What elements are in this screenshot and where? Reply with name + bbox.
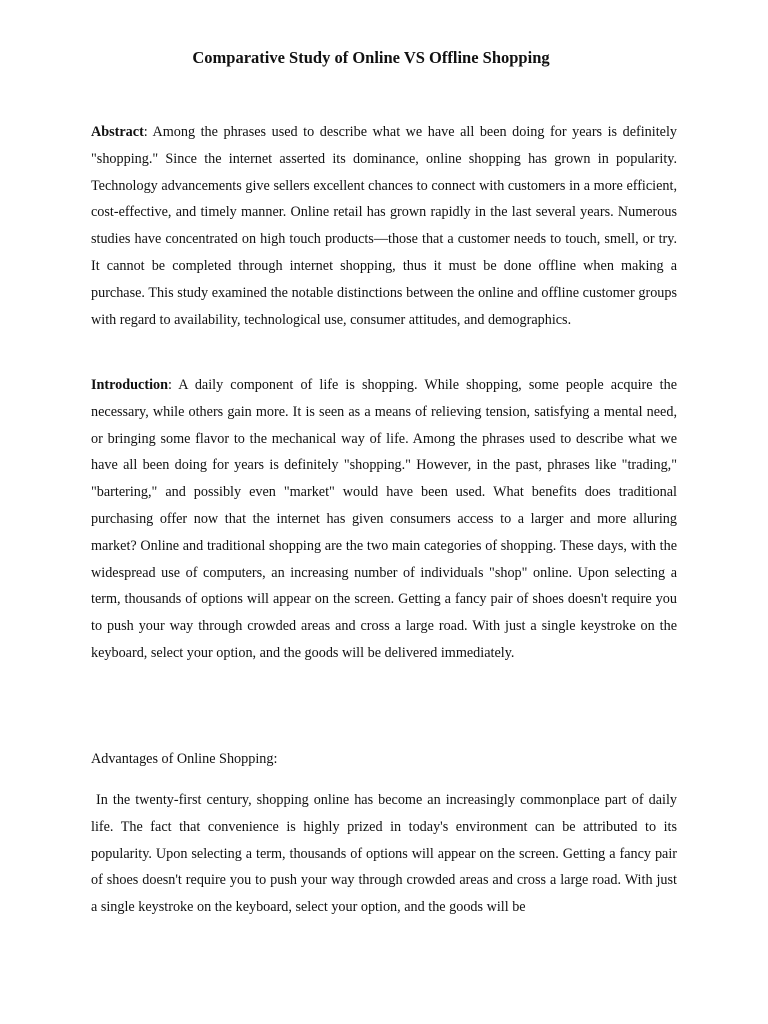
advantages-paragraph [91,787,677,921]
introduction-label: Introduction [91,377,168,393]
advantages-heading: Advantages of Online Shopping: [91,751,278,767]
advantages-text: In the twenty-first century, shopping online has become an increasingly commonplace part of daily life. The fact that convenience is highly prized in today's environment can be attributed to its popularity. Upon selecting a term, thousands of options will appear on the screen. Getting a fancy pair of shoes doesn't require you to push your way through crowded areas and cross a large road. With just a single keystroke on the keyboard, select your option, and the goods will be [91,792,677,916]
introduction-text: : A daily component of life is shopping. While shopping, some people acquire the necessary, while others gain more. It is seen as a means of relieving tension, satisfying a mental need, or bringing some flavor to the mechanical way of life. Among the phrases used to describe what we have all been doing for years is definitely "shopping." However, in the past, phrases like "trading," "bartering," and possibly even "market" would have been used. What benefits does traditional purchasing offer now that the internet has given consumers access to a larger and more alluring market? Online and traditional shopping are the two main categories of shopping. These days, with the widespread use of computers, an increasing number of individuals "shop" online. Upon selecting a term, thousands of options will appear on the screen. Getting a fancy pair of shoes doesn't require you to push your way through crowded areas and cross a large road. With just a single keystroke on the keyboard, select your option, and the goods will be delivered immediately. [91,377,677,661]
abstract-text: : Among the phrases used to describe what we have all been doing for years is definitely "shopping." Since the internet asserted its dominance, online shopping has grown in popularity. Technology advancements give sellers excellent chances to connect with customers in a more efficient, cost-effective, and timely manner. Online retail has grown rapidly in the last several years. Numerous studies have concentrated on high touch products—those that a customer needs to touch, smell, or try. It cannot be completed through internet shopping, thus it must be done offline when making a purchase. This study examined the notable distinctions between the online and offline customer groups with regard to availability, technological use, consumer attitudes, and demographics. [91,124,677,328]
abstract-label: Abstract [91,124,144,140]
introduction-paragraph [91,372,677,667]
document-title: Comparative Study of Online VS Offline Shopping [192,48,550,67]
abstract-paragraph [91,119,677,333]
